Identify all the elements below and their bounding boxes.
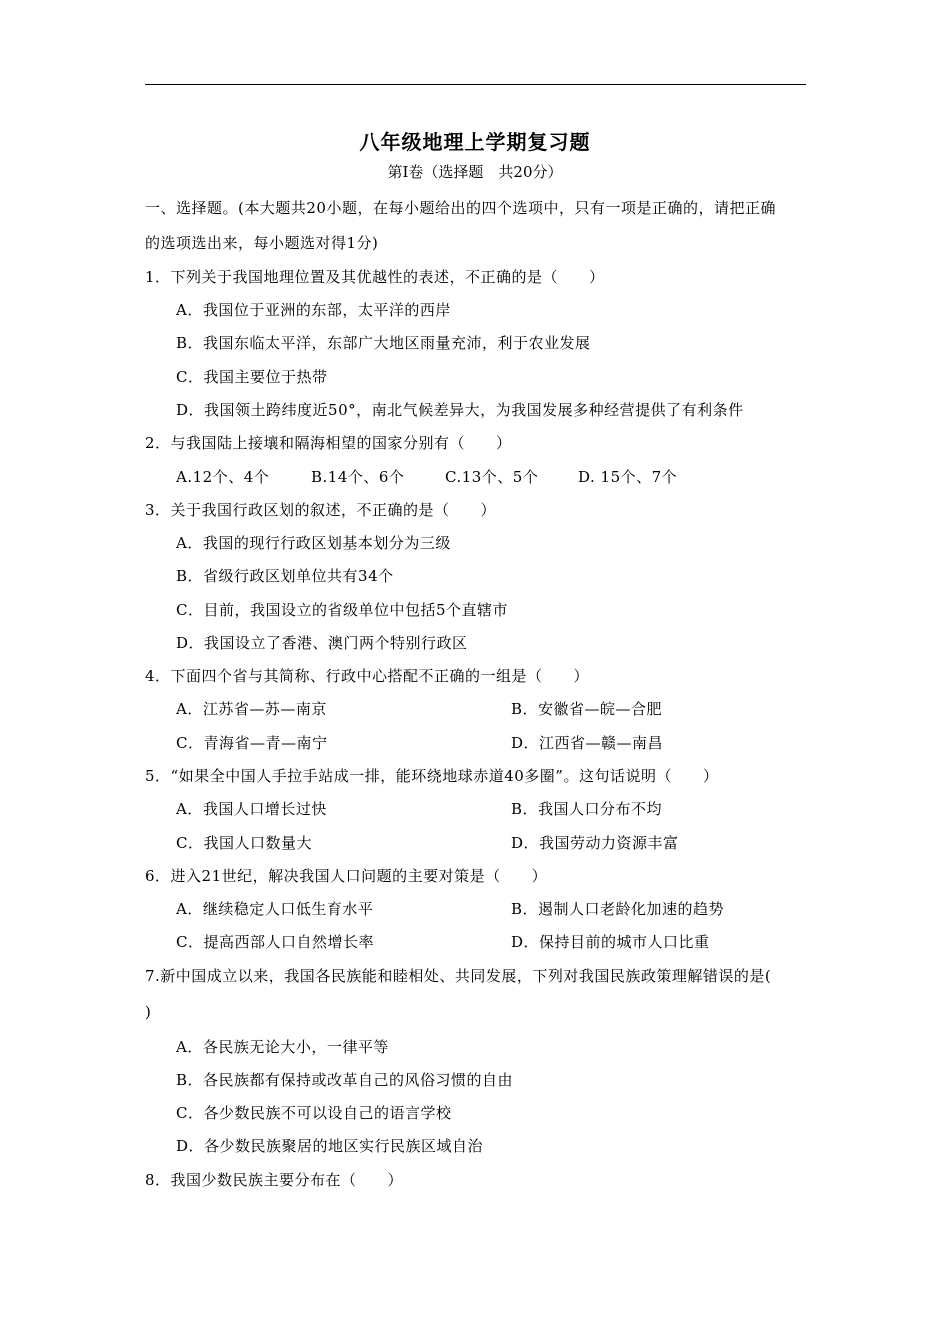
question-7-option-c: C．各少数民族不可以设自己的语言学校 xyxy=(176,1104,452,1122)
question-4-option-b: B．安徽省—皖—合肥 xyxy=(511,700,663,718)
question-7-option-a: A．各民族无论大小，一律平等 xyxy=(176,1038,389,1056)
question-1-stem: 1．下列关于我国地理位置及其优越性的表述，不正确的是（ ） xyxy=(145,268,605,286)
question-1-option-d: D．我国领土跨纬度近50°，南北气候差异大，为我国发展多种经营提供了有利条件 xyxy=(176,401,744,419)
question-6-option-c: C．提高西部人口自然增长率 xyxy=(176,933,374,951)
question-2-stem: 2．与我国陆上接壤和隔海相望的国家分别有（ ） xyxy=(145,434,512,452)
question-2-option-b: B.14个、6个 xyxy=(311,468,405,486)
question-3-option-a: A．我国的现行行政区划基本划分为三级 xyxy=(176,534,451,552)
question-6-stem: 6．进入21世纪，解决我国人口问题的主要对策是（ ） xyxy=(145,867,548,885)
question-2-option-d: D. 15个、7个 xyxy=(578,468,678,486)
question-7-stem-line1: 7.新中国成立以来，我国各民族能和睦相处、共同发展，下列对我国民族政策理解错误的是( xyxy=(145,967,772,985)
question-6-option-a: A．继续稳定人口低生育水平 xyxy=(176,900,374,918)
question-8-stem: 8．我国少数民族主要分布在（ ） xyxy=(145,1171,404,1189)
question-4-option-c: C．青海省—青—南宁 xyxy=(176,734,328,752)
question-7-stem-line2: ) xyxy=(145,1003,152,1021)
header-rule xyxy=(145,84,806,85)
question-6-option-d: D．保持目前的城市人口比重 xyxy=(511,933,710,951)
question-5-option-d: D．我国劳动力资源丰富 xyxy=(511,834,679,852)
question-1-option-b: B．我国东临太平洋，东部广大地区雨量充沛，利于农业发展 xyxy=(176,334,591,352)
section-subtitle: 第Ⅰ卷（选择题 共20分） xyxy=(387,163,563,181)
question-4-option-d: D．江西省—赣—南昌 xyxy=(511,734,664,752)
question-1-option-a: A．我国位于亚洲的东部，太平洋的西岸 xyxy=(176,301,451,319)
question-3-option-d: D．我国设立了香港、澳门两个特别行政区 xyxy=(176,634,468,652)
question-2-option-a: A.12个、4个 xyxy=(176,468,270,486)
question-3-option-c: C．目前，我国设立的省级单位中包括5个直辖市 xyxy=(176,601,509,619)
question-1-option-c: C．我国主要位于热带 xyxy=(176,368,328,386)
section-intro-line1: 一、选择题。(本大题共20小题，在每小题给出的四个选项中，只有一项是正确的，请把正确 xyxy=(145,199,776,217)
question-5-option-b: B．我国人口分布不均 xyxy=(511,800,663,818)
question-4-option-a: A．江苏省—苏—南京 xyxy=(176,700,327,718)
question-5-stem: 5．“如果全中国人手拉手站成一排，能环绕地球赤道40多圈”。这句话说明（ ） xyxy=(145,767,719,785)
section-intro-line2: 的选项选出来，每小题选对得1分) xyxy=(145,234,379,252)
question-7-option-d: D．各少数民族聚居的地区实行民族区域自治 xyxy=(176,1137,484,1155)
page-title: 八年级地理上学期复习题 xyxy=(359,130,591,154)
question-4-stem: 4．下面四个省与其简称、行政中心搭配不正确的一组是（ ） xyxy=(145,667,590,685)
question-5-option-c: C．我国人口数量大 xyxy=(176,834,312,852)
question-3-option-b: B．省级行政区划单位共有34个 xyxy=(176,567,394,585)
question-5-option-a: A．我国人口增长过快 xyxy=(176,800,327,818)
question-6-option-b: B．遏制人口老龄化加速的趋势 xyxy=(511,900,725,918)
question-7-option-b: B．各民族都有保持或改革自己的风俗习惯的自由 xyxy=(176,1071,514,1089)
question-2-option-c: C.13个、5个 xyxy=(445,468,539,486)
question-3-stem: 3．关于我国行政区划的叙述，不正确的是（ ） xyxy=(145,501,497,519)
